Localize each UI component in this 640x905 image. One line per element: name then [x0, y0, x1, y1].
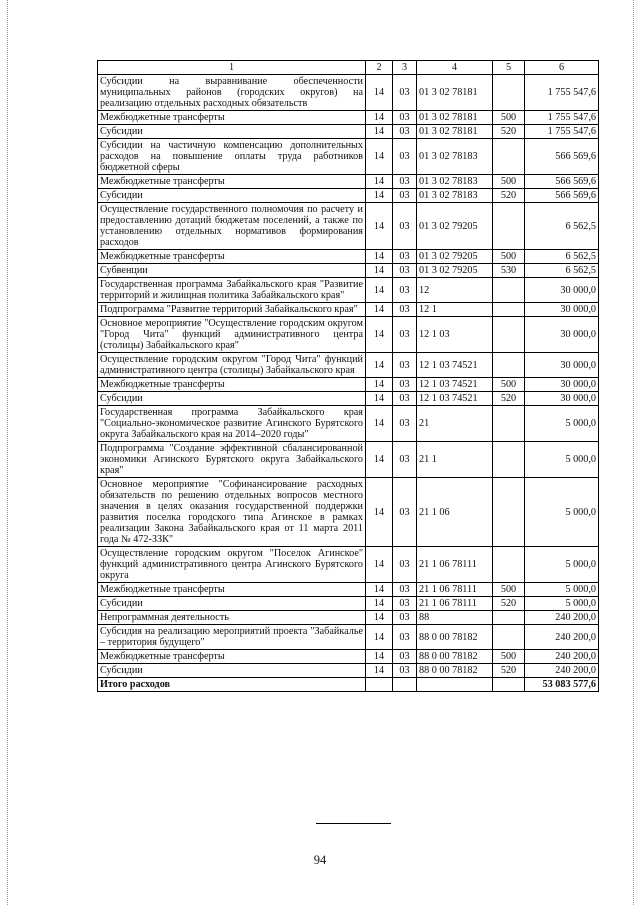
- section-code: 14: [366, 189, 393, 203]
- amount: 240 200,0: [525, 650, 599, 664]
- expense-type-code: [493, 317, 525, 353]
- item-name: Осуществление городским округом "Город Чита" функций административного центра (столицы) Забайкальского края: [98, 353, 366, 378]
- amount: 30 000,0: [525, 317, 599, 353]
- target-article-code: 88 0 00 78182: [417, 625, 493, 650]
- empty-cell: [417, 678, 493, 692]
- section-code: 14: [366, 442, 393, 478]
- amount: 30 000,0: [525, 378, 599, 392]
- total-amount: 53 083 577,6: [525, 678, 599, 692]
- subsection-code: 03: [393, 442, 417, 478]
- target-article-code: 88: [417, 611, 493, 625]
- table-row: [98, 664, 599, 678]
- subsection-code: 03: [393, 650, 417, 664]
- item-name: Межбюджетные трансферты: [98, 250, 366, 264]
- item-name: Межбюджетные трансферты: [98, 111, 366, 125]
- target-article-code: 88 0 00 78182: [417, 650, 493, 664]
- expense-type-code: 520: [493, 189, 525, 203]
- section-code: 14: [366, 625, 393, 650]
- subsection-code: 03: [393, 125, 417, 139]
- section-code: 14: [366, 611, 393, 625]
- expense-type-code: [493, 278, 525, 303]
- empty-cell: [366, 678, 393, 692]
- item-name: Субсидии: [98, 597, 366, 611]
- section-code: 14: [366, 139, 393, 175]
- amount: 566 569,6: [525, 139, 599, 175]
- expense-type-code: 500: [493, 111, 525, 125]
- subsection-code: 03: [393, 317, 417, 353]
- amount: 6 562,5: [525, 250, 599, 264]
- amount: 5 000,0: [525, 547, 599, 583]
- expense-type-code: [493, 611, 525, 625]
- table-row: [98, 189, 599, 203]
- amount: 566 569,6: [525, 189, 599, 203]
- amount: 5 000,0: [525, 406, 599, 442]
- section-code: 14: [366, 75, 393, 111]
- item-name: Основное мероприятие "Софинансирование расходных обязательств по решению отдельных вопросов местного значения в целях оказания государственной поддержки развития поселка городского типа Агинское в рамках реализации Закона Забайкальского края от 11 марта 2011 года № 472-ЗЗК": [98, 478, 366, 547]
- target-article-code: 01 3 02 79205: [417, 203, 493, 250]
- target-article-code: 12 1 03 74521: [417, 378, 493, 392]
- subsection-code: 03: [393, 664, 417, 678]
- target-article-code: 01 3 02 79205: [417, 264, 493, 278]
- subsection-code: 03: [393, 611, 417, 625]
- amount: 5 000,0: [525, 478, 599, 547]
- empty-cell: [393, 678, 417, 692]
- amount: 6 562,5: [525, 203, 599, 250]
- expense-type-code: 500: [493, 175, 525, 189]
- section-code: 14: [366, 250, 393, 264]
- scan-edge-right: [633, 0, 635, 905]
- amount: 30 000,0: [525, 278, 599, 303]
- table-row: [98, 650, 599, 664]
- expense-type-code: [493, 625, 525, 650]
- target-article-code: 21: [417, 406, 493, 442]
- subsection-code: 03: [393, 583, 417, 597]
- subsection-code: 03: [393, 175, 417, 189]
- item-name: Межбюджетные трансферты: [98, 378, 366, 392]
- table-row: [98, 264, 599, 278]
- section-code: 14: [366, 650, 393, 664]
- table-row: [98, 378, 599, 392]
- expense-type-code: 500: [493, 650, 525, 664]
- section-code: 14: [366, 583, 393, 597]
- table-row: [98, 278, 599, 303]
- header-cell: 6: [525, 61, 599, 75]
- expense-type-code: 520: [493, 392, 525, 406]
- target-article-code: 21 1 06 78111: [417, 583, 493, 597]
- section-code: 14: [366, 303, 393, 317]
- target-article-code: 21 1 06: [417, 478, 493, 547]
- target-article-code: 01 3 02 79205: [417, 250, 493, 264]
- item-name: Субсидии: [98, 392, 366, 406]
- subsection-code: 03: [393, 250, 417, 264]
- target-article-code: 21 1 06 78111: [417, 547, 493, 583]
- total-row: [98, 678, 599, 692]
- item-name: Подпрограмма "Создание эффективной сбалансированной экономики Агинского Бурятского округа Забайкальского края": [98, 442, 366, 478]
- expenditure-table: [97, 60, 599, 692]
- table-row: [98, 125, 599, 139]
- subsection-code: 03: [393, 392, 417, 406]
- amount: 5 000,0: [525, 442, 599, 478]
- item-name: Осуществление городским округом "Поселок Агинское" функций административного центра Агинского Бурятского округа: [98, 547, 366, 583]
- item-name: Субсидия на реализацию мероприятий проекта "Забайкалье – территория будущего": [98, 625, 366, 650]
- item-name: Основное мероприятие "Осуществление городским округом "Город Чита" функций административного центра (столицы) Забайкальского края": [98, 317, 366, 353]
- subsection-code: 03: [393, 278, 417, 303]
- amount: 5 000,0: [525, 597, 599, 611]
- item-name: Субсидии: [98, 125, 366, 139]
- expense-type-code: [493, 547, 525, 583]
- subsection-code: 03: [393, 406, 417, 442]
- table-row: [98, 611, 599, 625]
- scan-edge-left: [7, 0, 9, 905]
- table-row: [98, 583, 599, 597]
- expense-type-code: 520: [493, 597, 525, 611]
- amount: 1 755 547,6: [525, 111, 599, 125]
- header-cell: 5: [493, 61, 525, 75]
- section-code: 14: [366, 392, 393, 406]
- section-code: 14: [366, 478, 393, 547]
- section-code: 14: [366, 111, 393, 125]
- page-number: 94: [313, 853, 327, 867]
- total-label: Итого расходов: [98, 678, 366, 692]
- subsection-code: 03: [393, 547, 417, 583]
- target-article-code: 01 3 02 78181: [417, 75, 493, 111]
- target-article-code: 12 1 03: [417, 317, 493, 353]
- expense-type-code: [493, 139, 525, 175]
- section-code: 14: [366, 125, 393, 139]
- expense-type-code: [493, 353, 525, 378]
- item-name: Государственная программа Забайкальского края "Развитие территорий и жилищная политика Забайкальского края": [98, 278, 366, 303]
- section-code: 14: [366, 406, 393, 442]
- amount: 30 000,0: [525, 303, 599, 317]
- section-code: 14: [366, 378, 393, 392]
- item-name: Государственная программа Забайкальского края "Социально-экономическое развитие Агинского Бурятского округа Забайкальского края на 2014–2020 годы": [98, 406, 366, 442]
- amount: 1 755 547,6: [525, 75, 599, 111]
- header-cell: 2: [366, 61, 393, 75]
- subsection-code: 03: [393, 189, 417, 203]
- table-row: [98, 597, 599, 611]
- table-row: [98, 175, 599, 189]
- item-name: Межбюджетные трансферты: [98, 175, 366, 189]
- item-name: Субсидии: [98, 664, 366, 678]
- section-code: 14: [366, 664, 393, 678]
- footer-divider: [316, 823, 391, 824]
- target-article-code: 01 3 02 78183: [417, 175, 493, 189]
- target-article-code: 01 3 02 78183: [417, 189, 493, 203]
- table-row: [98, 75, 599, 111]
- section-code: 14: [366, 203, 393, 250]
- table-row: [98, 478, 599, 547]
- expense-type-code: 520: [493, 125, 525, 139]
- table-row: [98, 303, 599, 317]
- item-name: Субсидии на частичную компенсацию дополнительных расходов на повышение оплаты труда работников бюджетной сферы: [98, 139, 366, 175]
- item-name: Межбюджетные трансферты: [98, 583, 366, 597]
- expense-type-code: 530: [493, 264, 525, 278]
- expense-type-code: 520: [493, 664, 525, 678]
- target-article-code: 12 1 03 74521: [417, 353, 493, 378]
- section-code: 14: [366, 175, 393, 189]
- target-article-code: 12: [417, 278, 493, 303]
- amount: 1 755 547,6: [525, 125, 599, 139]
- target-article-code: 01 3 02 78183: [417, 139, 493, 175]
- amount: 6 562,5: [525, 264, 599, 278]
- subsection-code: 03: [393, 378, 417, 392]
- item-name: Межбюджетные трансферты: [98, 650, 366, 664]
- table-row: [98, 353, 599, 378]
- item-name: Субсидии: [98, 189, 366, 203]
- expense-type-code: 500: [493, 583, 525, 597]
- header-cell: 3: [393, 61, 417, 75]
- amount: 30 000,0: [525, 353, 599, 378]
- amount: 30 000,0: [525, 392, 599, 406]
- subsection-code: 03: [393, 303, 417, 317]
- section-code: 14: [366, 264, 393, 278]
- table-header-row: [98, 61, 599, 75]
- table-row: [98, 625, 599, 650]
- section-code: 14: [366, 317, 393, 353]
- subsection-code: 03: [393, 264, 417, 278]
- subsection-code: 03: [393, 111, 417, 125]
- target-article-code: 88 0 00 78182: [417, 664, 493, 678]
- table-row: [98, 392, 599, 406]
- subsection-code: 03: [393, 353, 417, 378]
- expense-type-code: [493, 478, 525, 547]
- item-name: Субсидии на выравнивание обеспеченности муниципальных районов (городских округов) на реализацию отдельных расходных обязательств: [98, 75, 366, 111]
- expense-type-code: [493, 303, 525, 317]
- expense-type-code: [493, 75, 525, 111]
- section-code: 14: [366, 278, 393, 303]
- header-cell: 1: [98, 61, 366, 75]
- expense-type-code: [493, 406, 525, 442]
- amount: 240 200,0: [525, 611, 599, 625]
- target-article-code: 01 3 02 78181: [417, 125, 493, 139]
- subsection-code: 03: [393, 203, 417, 250]
- target-article-code: 12 1: [417, 303, 493, 317]
- table-row: [98, 547, 599, 583]
- amount: 240 200,0: [525, 664, 599, 678]
- section-code: 14: [366, 547, 393, 583]
- table-row: [98, 406, 599, 442]
- amount: 5 000,0: [525, 583, 599, 597]
- header-cell: 4: [417, 61, 493, 75]
- expense-type-code: 500: [493, 250, 525, 264]
- target-article-code: 01 3 02 78181: [417, 111, 493, 125]
- subsection-code: 03: [393, 597, 417, 611]
- item-name: Подпрограмма "Развитие территорий Забайкальского края": [98, 303, 366, 317]
- expense-type-code: [493, 203, 525, 250]
- item-name: Субвенции: [98, 264, 366, 278]
- amount: 566 569,6: [525, 175, 599, 189]
- target-article-code: 21 1: [417, 442, 493, 478]
- item-name: Осуществление государственного полномочия по расчету и предоставлению дотаций бюджетам поселений, а также по установлению отдельных нормативов формирования расходов: [98, 203, 366, 250]
- expense-type-code: [493, 442, 525, 478]
- table-row: [98, 250, 599, 264]
- subsection-code: 03: [393, 478, 417, 547]
- section-code: 14: [366, 597, 393, 611]
- subsection-code: 03: [393, 75, 417, 111]
- table-row: [98, 111, 599, 125]
- amount: 240 200,0: [525, 625, 599, 650]
- table-row: [98, 203, 599, 250]
- empty-cell: [493, 678, 525, 692]
- table-row: [98, 442, 599, 478]
- target-article-code: 12 1 03 74521: [417, 392, 493, 406]
- table-row: [98, 317, 599, 353]
- subsection-code: 03: [393, 139, 417, 175]
- section-code: 14: [366, 353, 393, 378]
- table-row: [98, 139, 599, 175]
- item-name: Непрограммная деятельность: [98, 611, 366, 625]
- target-article-code: 21 1 06 78111: [417, 597, 493, 611]
- subsection-code: 03: [393, 625, 417, 650]
- expense-type-code: 500: [493, 378, 525, 392]
